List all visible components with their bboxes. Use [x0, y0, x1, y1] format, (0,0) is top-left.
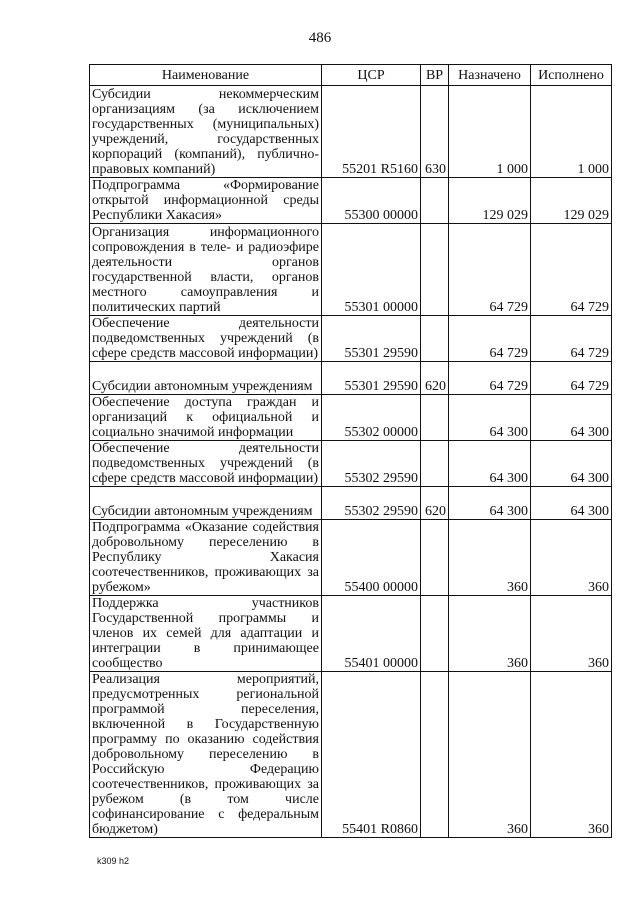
row-vr: 620 — [421, 487, 449, 520]
table-row — [90, 520, 612, 596]
row-csr: 55300 00000 — [322, 178, 421, 224]
row-executed: 360 — [531, 520, 612, 596]
row-executed: 64 300 — [531, 487, 612, 520]
table-row — [90, 86, 612, 178]
row-executed: 360 — [531, 596, 612, 672]
row-planned: 64 729 — [449, 362, 531, 395]
row-vr — [421, 178, 449, 224]
page-number: 486 — [308, 30, 332, 46]
row-executed: 360 — [531, 672, 612, 838]
row-planned: 1 000 — [449, 86, 531, 178]
table-row — [90, 178, 612, 224]
row-csr: 55302 00000 — [322, 395, 421, 441]
table-header-row — [90, 65, 612, 86]
row-csr: 55302 29590 — [322, 487, 421, 520]
row-planned: 360 — [449, 596, 531, 672]
footer-code: k309 h2 — [97, 856, 130, 866]
row-csr: 55401 R0860 — [322, 672, 421, 838]
row-csr: 55401 00000 — [322, 596, 421, 672]
column-header-vr: ВР — [421, 65, 449, 86]
row-vr: 630 — [421, 86, 449, 178]
table-row — [90, 487, 612, 520]
table-row — [90, 672, 612, 838]
row-executed: 64 729 — [531, 362, 612, 395]
row-planned: 64 300 — [449, 441, 531, 487]
row-planned: 64 300 — [449, 395, 531, 441]
row-vr — [421, 316, 449, 362]
table-row — [90, 596, 612, 672]
column-header-executed: Исполнено — [531, 65, 612, 86]
row-planned: 360 — [449, 672, 531, 838]
row-executed: 1 000 — [531, 86, 612, 178]
row-planned: 64 729 — [449, 224, 531, 316]
row-vr — [421, 596, 449, 672]
row-vr — [421, 395, 449, 441]
row-vr — [421, 672, 449, 838]
row-name: Субсидии автономным учреждениям — [90, 487, 322, 520]
row-csr: 55302 29590 — [322, 441, 421, 487]
column-header-csr: ЦСР — [322, 65, 421, 86]
row-csr: 55301 29590 — [322, 316, 421, 362]
row-planned: 64 300 — [449, 487, 531, 520]
row-vr: 620 — [421, 362, 449, 395]
table-row — [90, 362, 612, 395]
row-name: Подпрограмма «Оказание содействия добровольному переселению в Республику Хакасия соотечественников, проживающих за рубежом» — [90, 520, 322, 596]
row-csr: 55301 29590 — [322, 362, 421, 395]
row-name: Обеспечение деятельности подведомственных учреждений (в сфере средств массовой информации) — [90, 441, 322, 487]
row-planned: 129 029 — [449, 178, 531, 224]
row-vr — [421, 224, 449, 316]
row-name: Обеспечение доступа граждан и организаций к официальной и социально значимой информации — [90, 395, 322, 441]
row-name: Организация информационного сопровождения в теле- и радиоэфире деятельности органов государственной власти, органов местного самоуправления и политических партий — [90, 224, 322, 316]
row-name: Обеспечение деятельности подведомственных учреждений (в сфере средств массовой информации) — [90, 316, 322, 362]
row-name: Подпрограмма «Формирование открытой информационной среды Республики Хакасия» — [90, 178, 322, 224]
column-header-planned: Назначено — [449, 65, 531, 86]
row-csr: 55301 00000 — [322, 224, 421, 316]
column-header-name: Наименование — [90, 65, 322, 86]
table-row — [90, 316, 612, 362]
row-executed: 64 729 — [531, 224, 612, 316]
row-csr: 55400 00000 — [322, 520, 421, 596]
row-vr — [421, 520, 449, 596]
table-row — [90, 224, 612, 316]
budget-table — [89, 64, 612, 838]
row-executed: 64 300 — [531, 395, 612, 441]
row-name: Поддержка участников Государственной программы и членов их семей для адаптации и интеграции в принимающее сообщество — [90, 596, 322, 672]
row-csr: 55201 R5160 — [322, 86, 421, 178]
row-planned: 360 — [449, 520, 531, 596]
row-name: Субсидии некоммерческим организациям (за исключением государственных (муниципальных) учреждений, государственных корпораций (компаний), публично-правовых компаний) — [90, 86, 322, 178]
row-name: Реализация мероприятий, предусмотренных региональной программой переселения, включенной в Государственную программу по оказанию содействия добровольному переселению в Российскую Федерацию соотечественников, проживающих за рубежом (в том числе софинансирование с федеральным бюджетом) — [90, 672, 322, 838]
table-row — [90, 441, 612, 487]
row-planned: 64 729 — [449, 316, 531, 362]
row-executed: 64 300 — [531, 441, 612, 487]
row-executed: 64 729 — [531, 316, 612, 362]
table-row — [90, 395, 612, 441]
row-vr — [421, 441, 449, 487]
row-name: Субсидии автономным учреждениям — [90, 362, 322, 395]
row-executed: 129 029 — [531, 178, 612, 224]
